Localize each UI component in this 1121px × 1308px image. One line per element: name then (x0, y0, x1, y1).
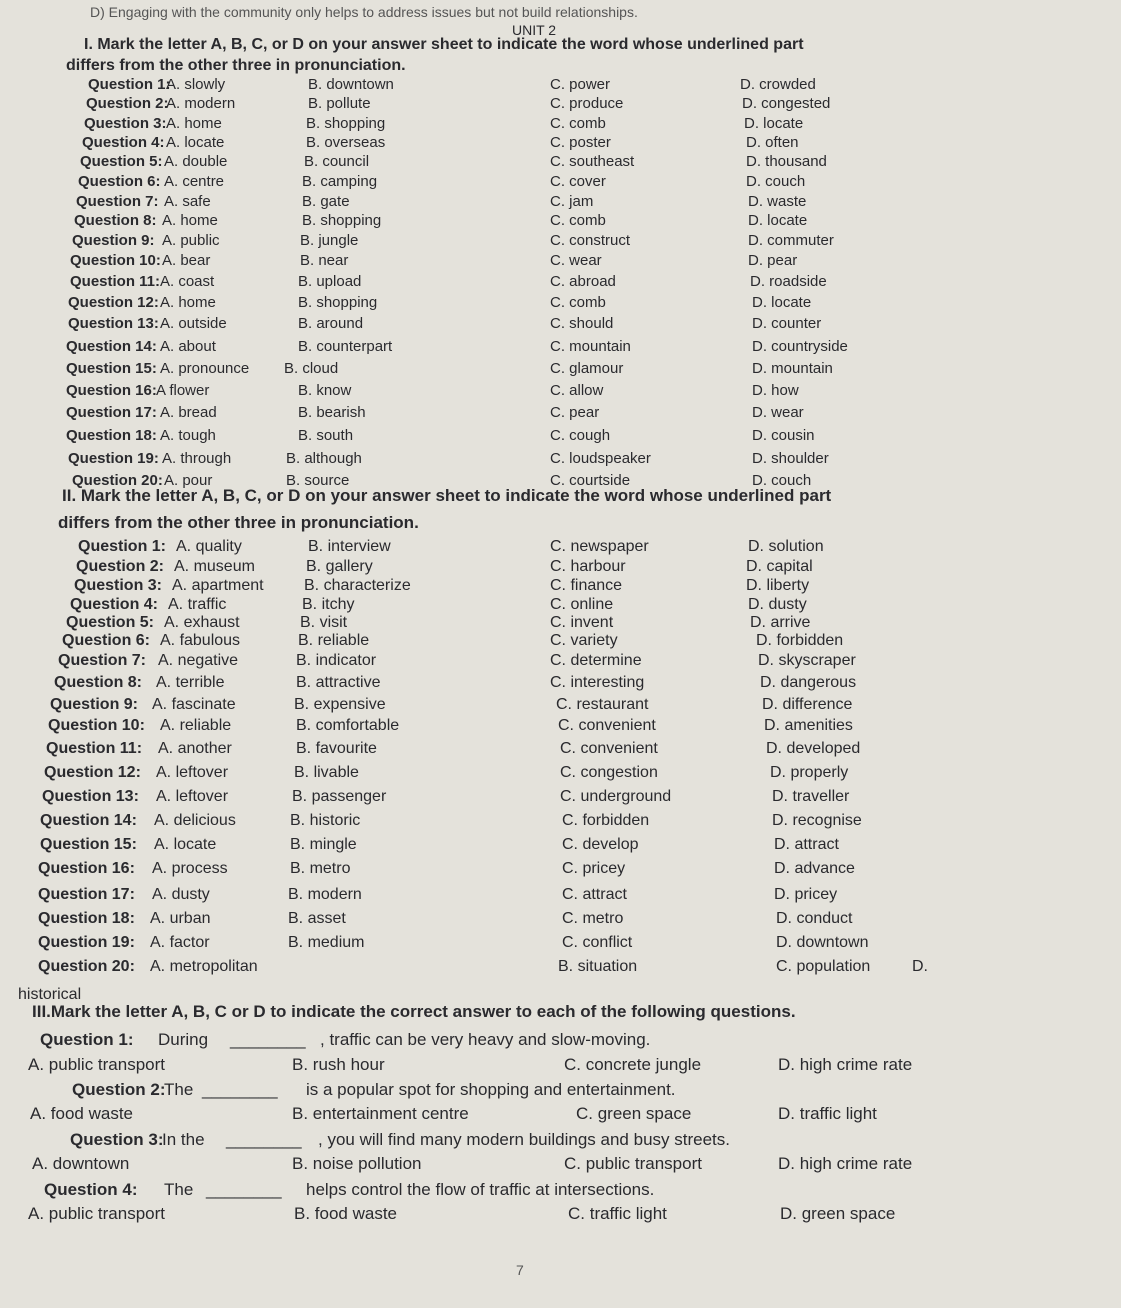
option-a: A. home (160, 294, 216, 311)
question-label: Question 2: (86, 95, 169, 112)
option-b: B. comfortable (296, 717, 400, 734)
option-c: C. cough (550, 427, 611, 444)
option-d: D. (912, 958, 928, 975)
question-stem-end: is a popular spot for shopping and entertainment. (306, 1080, 676, 1099)
option-a: A. metropolitan (150, 958, 258, 975)
option-d: D. advance (774, 860, 855, 877)
option-b: B. situation (558, 958, 638, 975)
option-b: B. source (286, 472, 350, 489)
option-c: C. should (550, 315, 614, 332)
option-d: D. how (752, 382, 799, 399)
option-c: C. pricey (562, 860, 626, 877)
option-c: C. southeast (550, 153, 635, 170)
question-label: Question 4: (70, 596, 159, 613)
option-c: C. abroad (550, 273, 616, 290)
question-stem-start: The (164, 1080, 194, 1099)
question-stem-end: , you will find many modern buildings and busy streets. (318, 1130, 730, 1149)
option-a: A. locate (154, 836, 217, 853)
option-a: A. factor (150, 934, 210, 951)
option-d: D. locate (744, 115, 804, 132)
option-b: B. around (298, 315, 364, 332)
option-c: C. harbour (550, 558, 626, 575)
option-c: C. construct (550, 232, 631, 249)
option-c: C. cover (550, 173, 606, 190)
previous-question-option: D) Engaging with the community only helps to address issues but not build relationships. (90, 4, 638, 20)
option-b: B. food waste (294, 1204, 398, 1223)
option-c: C. congestion (560, 764, 658, 781)
option-b: B. reliable (298, 632, 370, 649)
option-a: A. through (162, 450, 232, 467)
option-d: D. downtown (776, 934, 869, 951)
option-b: B. characterize (304, 577, 411, 594)
question-label: Question 18: (66, 427, 157, 444)
option-b: B. jungle (300, 232, 359, 249)
option-b: B. entertainment centre (292, 1104, 469, 1123)
option-a: A. fabulous (160, 632, 241, 649)
option-a: A. quality (176, 538, 242, 555)
option-b: B. bearish (298, 404, 366, 421)
section-3-instruction: III.Mark the letter A, B, C or D to indicate the correct answer to each of the following questions. (32, 1002, 796, 1021)
option-b: B. shopping (302, 212, 382, 229)
option-d: D. roadside (750, 273, 827, 290)
question-label: Question 1: (78, 538, 167, 555)
question-label: Question 17: (38, 886, 135, 903)
option-d-continued: historical (18, 986, 82, 1003)
option-d: D. dusty (748, 596, 807, 613)
option-b: B. cloud (284, 360, 339, 377)
option-d: D. thousand (746, 153, 827, 170)
option-a: A. urban (150, 910, 211, 927)
option-d: D. locate (748, 212, 808, 229)
option-a: A. terrible (156, 674, 225, 691)
question-stem-end: , traffic can be very heavy and slow-moving. (320, 1030, 651, 1049)
question-label: Question 11: (46, 740, 143, 757)
option-b: B. attractive (296, 674, 381, 691)
option-d: D. waste (748, 193, 807, 210)
option-c: C. power (550, 76, 611, 93)
question-label: Question 4: (82, 134, 165, 151)
option-d: D. couch (746, 173, 806, 190)
question-stem-end: helps control the flow of traffic at intersections. (306, 1180, 655, 1199)
question-label: Question 20: (38, 958, 135, 975)
option-b: B. upload (298, 273, 362, 290)
question-label: Question 14: (40, 812, 137, 829)
option-c: C. jam (550, 193, 594, 210)
option-d: D. amenities (764, 717, 853, 734)
option-b: B. indicator (296, 652, 377, 669)
option-c: C. convenient (560, 740, 658, 757)
option-a: A. food waste (30, 1104, 134, 1123)
question-label: Question 16: (66, 382, 157, 399)
option-a: A. another (158, 740, 232, 757)
option-d: D. shoulder (752, 450, 829, 467)
option-b: B. counterpart (298, 338, 393, 355)
option-d: D. pear (748, 252, 798, 269)
option-d: D. countryside (752, 338, 848, 355)
option-b: B. south (298, 427, 354, 444)
option-a: A. fascinate (152, 696, 236, 713)
option-a: A. public (162, 232, 220, 249)
option-d: D. often (746, 134, 799, 151)
option-c: C. poster (550, 134, 611, 151)
option-b: B. modern (288, 886, 362, 903)
question-label: Question 11: (70, 273, 161, 290)
option-a: A. pronounce (160, 360, 250, 377)
option-a: A. traffic (168, 596, 227, 613)
question-label: Question 3: (74, 577, 163, 594)
option-c: C. conflict (562, 934, 633, 951)
option-d: D. crowded (740, 76, 816, 93)
option-d: D. solution (748, 538, 824, 555)
option-c: C. restaurant (556, 696, 649, 713)
unit-title: UNIT 2 (512, 22, 557, 38)
option-b: B. council (304, 153, 370, 170)
option-d: D. couch (752, 472, 812, 489)
option-d: D. difference (762, 696, 853, 713)
option-a: A. public transport (28, 1055, 166, 1074)
section-1-instruction: I. Mark the letter A, B, C, or D on your answer sheet to indicate the word whose underlined part (84, 36, 804, 53)
option-c: C. wear (550, 252, 602, 269)
option-c: C. comb (550, 115, 606, 132)
question-label: Question 13: (68, 315, 159, 332)
option-a: A. centre (164, 173, 225, 190)
option-c: C. newspaper (550, 538, 649, 555)
option-a: A. home (162, 212, 218, 229)
option-d: D. arrive (750, 614, 811, 631)
option-c: C. invent (550, 614, 614, 631)
option-b: B. noise pollution (292, 1154, 422, 1173)
option-c: C. develop (562, 836, 639, 853)
option-a: A. negative (158, 652, 239, 669)
option-c: C. comb (550, 294, 606, 311)
question-label: Question 18: (38, 910, 135, 927)
option-d: D. properly (770, 764, 849, 781)
option-c: C. traffic light (568, 1204, 667, 1223)
question-label: Question 6: (78, 173, 161, 190)
question-label: Question 3: (84, 115, 167, 132)
option-a: A. exhaust (164, 614, 240, 631)
option-a: A. coast (160, 273, 215, 290)
option-a: A. downtown (32, 1154, 130, 1173)
option-a: A. reliable (160, 717, 232, 734)
question-label: Question 7: (76, 193, 159, 210)
option-d: D. locate (752, 294, 812, 311)
option-b: B. shopping (298, 294, 378, 311)
section-2-instruction-cont: differs from the other three in pronunciation. (58, 513, 419, 532)
page-number: 7 (516, 1262, 524, 1278)
question-label: Question 9: (72, 232, 155, 249)
question-label: Question 10: (70, 252, 161, 269)
option-b: B. metro (290, 860, 351, 877)
option-c: C. interesting (550, 674, 645, 691)
option-a: A. home (166, 115, 222, 132)
option-b: B. know (298, 382, 352, 399)
option-b: B. pollute (308, 95, 371, 112)
answer-blank: ________ (202, 1080, 278, 1099)
option-a: A. process (152, 860, 228, 877)
question-label: Question 20: (72, 472, 163, 489)
option-b: B. overseas (306, 134, 386, 151)
option-c: C. attract (562, 886, 627, 903)
option-c: C. glamour (550, 360, 624, 377)
option-c: C. variety (550, 632, 618, 649)
option-a: A flower (156, 382, 210, 399)
option-a: A. leftover (156, 764, 229, 781)
option-d: D. pricey (774, 886, 838, 903)
section-2-instruction: II. Mark the letter A, B, C, or D on your answer sheet to indicate the word whose underlined part (62, 486, 832, 505)
option-d: D. attract (774, 836, 839, 853)
question-label: Question 4: (44, 1180, 138, 1199)
option-d: D. liberty (746, 577, 810, 594)
question-stem-start: During (158, 1030, 209, 1049)
option-c: C. underground (560, 788, 672, 805)
option-c: C. population (776, 958, 871, 975)
option-b: B. itchy (302, 596, 355, 613)
option-d: D. wear (752, 404, 804, 421)
option-b: B. near (300, 252, 349, 269)
question-label: Question 19: (68, 450, 159, 467)
question-label: Question 15: (40, 836, 137, 853)
question-label: Question 1: (88, 76, 171, 93)
option-a: A. outside (160, 315, 227, 332)
question-label: Question 10: (48, 717, 145, 734)
question-label: Question 9: (50, 696, 139, 713)
option-a: A. pour (164, 472, 213, 489)
option-a: A. museum (174, 558, 255, 575)
option-d: D. capital (746, 558, 813, 575)
option-b: B. historic (290, 812, 361, 829)
option-d: D. green space (780, 1204, 896, 1223)
option-d: D. traffic light (778, 1104, 877, 1123)
question-label: Question 1: (40, 1030, 134, 1049)
answer-blank: ________ (206, 1180, 282, 1199)
option-c: C. mountain (550, 338, 631, 355)
option-c: C. finance (550, 577, 623, 594)
option-b: B. favourite (296, 740, 377, 757)
option-d: D. cousin (752, 427, 815, 444)
option-a: A. bear (162, 252, 211, 269)
option-b: B. livable (294, 764, 359, 781)
option-c: C. produce (550, 95, 624, 112)
option-b: B. camping (302, 173, 378, 190)
question-label: Question 13: (42, 788, 139, 805)
option-d: D. recognise (772, 812, 862, 829)
option-b: B. passenger (292, 788, 387, 805)
option-d: D. traveller (772, 788, 850, 805)
option-d: D. high crime rate (778, 1154, 913, 1173)
option-a: A. about (160, 338, 216, 355)
question-label: Question 2: (76, 558, 165, 575)
question-stem-start: In the (162, 1130, 205, 1149)
option-b: B. rush hour (292, 1055, 385, 1074)
option-c: C. pear (550, 404, 600, 421)
option-c: C. comb (550, 212, 606, 229)
option-b: B. asset (288, 910, 346, 927)
option-c: C. public transport (564, 1154, 702, 1173)
option-d: D. conduct (776, 910, 853, 927)
question-label: Question 8: (74, 212, 157, 229)
option-a: A. slowly (166, 76, 226, 93)
option-d: D. counter (752, 315, 822, 332)
option-a: A. delicious (154, 812, 236, 829)
question-label: Question 17: (66, 404, 157, 421)
question-label: Question 12: (68, 294, 159, 311)
option-b: B. gate (302, 193, 350, 210)
option-c: C. determine (550, 652, 642, 669)
option-a: A. leftover (156, 788, 229, 805)
option-b: B. downtown (308, 76, 394, 93)
question-label: Question 12: (44, 764, 141, 781)
option-b: B. visit (300, 614, 348, 631)
option-b: B. medium (288, 934, 365, 951)
question-label: Question 14: (66, 338, 157, 355)
option-d: D. forbidden (756, 632, 844, 649)
option-b: B. although (286, 450, 362, 467)
option-a: A. public transport (28, 1204, 166, 1223)
option-c: C. allow (550, 382, 604, 399)
option-a: A. apartment (172, 577, 264, 594)
option-d: D. high crime rate (778, 1055, 913, 1074)
option-d: D. skyscraper (758, 652, 856, 669)
answer-blank: ________ (226, 1130, 302, 1149)
option-d: D. developed (766, 740, 861, 757)
option-a: A. safe (164, 193, 211, 210)
option-c: C. courtside (550, 472, 631, 489)
option-d: D. mountain (752, 360, 833, 377)
option-b: B. mingle (290, 836, 357, 853)
option-d: D. dangerous (760, 674, 857, 691)
section-1-instruction-cont: differs from the other three in pronunciation. (66, 57, 406, 74)
option-c: C. loudspeaker (550, 450, 651, 467)
question-label: Question 5: (80, 153, 163, 170)
option-b: B. expensive (294, 696, 386, 713)
option-d: D. congested (742, 95, 831, 112)
option-b: B. interview (308, 538, 391, 555)
option-a: A. dusty (152, 886, 210, 903)
option-c: C. green space (576, 1104, 692, 1123)
question-label: Question 2: (72, 1080, 166, 1099)
question-label: Question 3: (70, 1130, 164, 1149)
option-a: A. double (164, 153, 228, 170)
option-c: C. convenient (558, 717, 656, 734)
option-a: A. bread (160, 404, 217, 421)
option-b: B. gallery (306, 558, 373, 575)
option-c: C. online (550, 596, 614, 613)
option-d: D. commuter (748, 232, 834, 249)
question-label: Question 15: (66, 360, 157, 377)
question-label: Question 6: (62, 632, 151, 649)
option-a: A. modern (166, 95, 236, 112)
option-b: B. shopping (306, 115, 386, 132)
answer-blank: ________ (230, 1030, 306, 1049)
question-label: Question 16: (38, 860, 135, 877)
option-a: A. tough (160, 427, 216, 444)
option-a: A. locate (166, 134, 225, 151)
option-c: C. metro (562, 910, 624, 927)
question-stem-start: The (164, 1180, 194, 1199)
option-c: C. concrete jungle (564, 1055, 702, 1074)
question-label: Question 8: (54, 674, 143, 691)
question-label: Question 7: (58, 652, 147, 669)
question-label: Question 5: (66, 614, 155, 631)
question-label: Question 19: (38, 934, 135, 951)
option-c: C. forbidden (562, 812, 650, 829)
